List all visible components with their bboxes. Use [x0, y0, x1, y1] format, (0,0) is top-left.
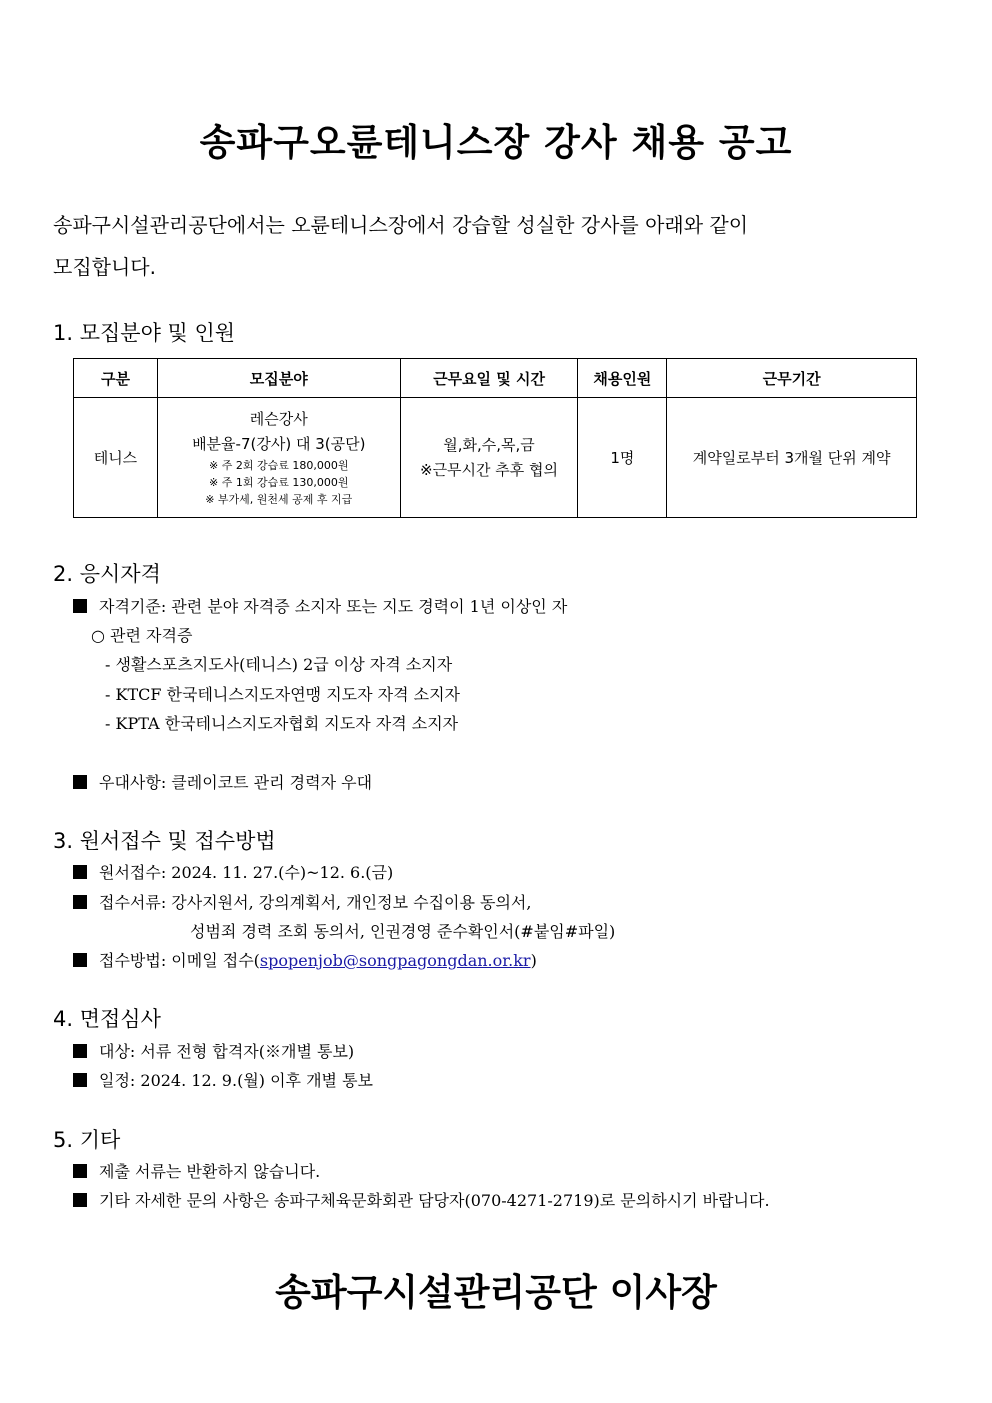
other-note-1-text: 제출 서류는 반환하지 않습니다. [99, 1162, 321, 1181]
cell-category: 테니스 [74, 398, 158, 518]
interview-target-text: 대상: 서류 전형 합격자(※개별 통보) [99, 1042, 355, 1061]
cell-headcount: 1명 [578, 398, 667, 518]
bullet-square-icon [73, 599, 87, 613]
table-header-row [74, 359, 917, 398]
table-header-schedule: 근무요일 및 시간 [400, 359, 578, 398]
other-note-1-item [73, 1159, 320, 1182]
application-period-item [73, 860, 393, 883]
application-docs-item [73, 890, 531, 913]
field-note-1: ※ 주 2회 강습료 180,000원 [209, 459, 349, 472]
criteria-text: 자격기준: 관련 분야 자격증 소지자 또는 지도 경력이 1년 이상인 자 [99, 597, 568, 616]
section-heading-recruitment: 1. 모집분야 및 인원 [53, 321, 236, 345]
table-header-headcount: 채용인원 [578, 359, 667, 398]
section-heading-other: 5. 기타 [53, 1128, 121, 1152]
field-note-3: ※ 부가세, 원천세 공제 후 지급 [205, 493, 353, 506]
bullet-square-icon [73, 1073, 87, 1087]
preference-item [73, 770, 372, 793]
field-note-2: ※ 주 1회 강습료 130,000원 [209, 476, 349, 489]
application-period-text: 원서접수: 2024. 11. 27.(수)~12. 6.(금) [99, 863, 394, 882]
section-heading-application: 3. 원서접수 및 접수방법 [53, 829, 276, 853]
table-header-category: 구분 [74, 359, 158, 398]
cert-item-1: - 생활스포츠지도사(테니스) 2급 이상 자격 소지자 [105, 655, 453, 674]
bullet-square-icon [73, 895, 87, 909]
bullet-square-icon [73, 865, 87, 879]
cert-heading: ○ 관련 자격증 [91, 626, 193, 645]
application-docs-continued: 성범죄 경력 조회 동의서, 인권경영 준수확인서(#붙임#파일) [190, 922, 616, 941]
interview-schedule-item [73, 1068, 373, 1091]
intro-line-2: 모집합니다. [53, 255, 156, 279]
bullet-square-icon [73, 1164, 87, 1178]
cert-item-3: - KPTA 한국테니스지도자협회 지도자 자격 소지자 [105, 714, 459, 733]
preference-text: 우대사항: 클레이코트 관리 경력자 우대 [99, 773, 373, 792]
bullet-square-icon [73, 1193, 87, 1207]
field-ratio: 배분율-7(강사) 대 3(공단) [192, 435, 366, 453]
table-row [74, 398, 917, 518]
intro-line-1: 송파구시설관리공단에서는 오륜테니스장에서 강습할 성실한 강사를 아래와 같이 [53, 213, 749, 237]
section-heading-interview: 4. 면접심사 [53, 1007, 161, 1031]
email-link[interactable]: spopenjob@songpagongdan.or.kr [259, 951, 531, 970]
schedule-hours: ※근무시간 추후 협의 [420, 460, 559, 479]
field-title: 레슨강사 [249, 410, 308, 428]
issuer-signature: 송파구시설관리공단 이사장 [275, 1271, 717, 1314]
table-header-period: 근무기간 [667, 359, 917, 398]
recruitment-table [73, 358, 917, 518]
page-title: 송파구오륜테니스장 강사 채용 공고 [199, 121, 793, 164]
application-method-prefix: 접수방법: 이메일 접수( [99, 951, 260, 970]
bullet-square-icon [73, 1044, 87, 1058]
criteria-item [73, 594, 567, 617]
application-method-item [73, 948, 537, 971]
cert-item-2: - KTCF 한국테니스지도자연맹 지도자 자격 소지자 [105, 685, 461, 704]
application-docs-text: 접수서류: 강사지원서, 강의계획서, 개인정보 수집이용 동의서, [99, 893, 532, 912]
other-note-2-item [73, 1188, 770, 1211]
interview-target-item [73, 1039, 354, 1062]
other-note-2-text: 기타 자세한 문의 사항은 송파구체육문화회관 담당자(070-4271-2719)로 문의하시기 바랍니다. [99, 1191, 770, 1210]
interview-schedule-text: 일정: 2024. 12. 9.(월) 이후 개별 통보 [99, 1071, 374, 1090]
cell-schedule [400, 398, 578, 518]
cell-field [157, 398, 400, 518]
cell-period: 계약일로부터 3개월 단위 계약 [667, 398, 917, 518]
table-header-field: 모집분야 [157, 359, 400, 398]
bullet-square-icon [73, 775, 87, 789]
schedule-days: 월,화,수,목,금 [443, 435, 535, 454]
application-method-suffix: ) [530, 951, 537, 970]
bullet-square-icon [73, 953, 87, 967]
section-heading-qualifications: 2. 응시자격 [53, 562, 161, 586]
